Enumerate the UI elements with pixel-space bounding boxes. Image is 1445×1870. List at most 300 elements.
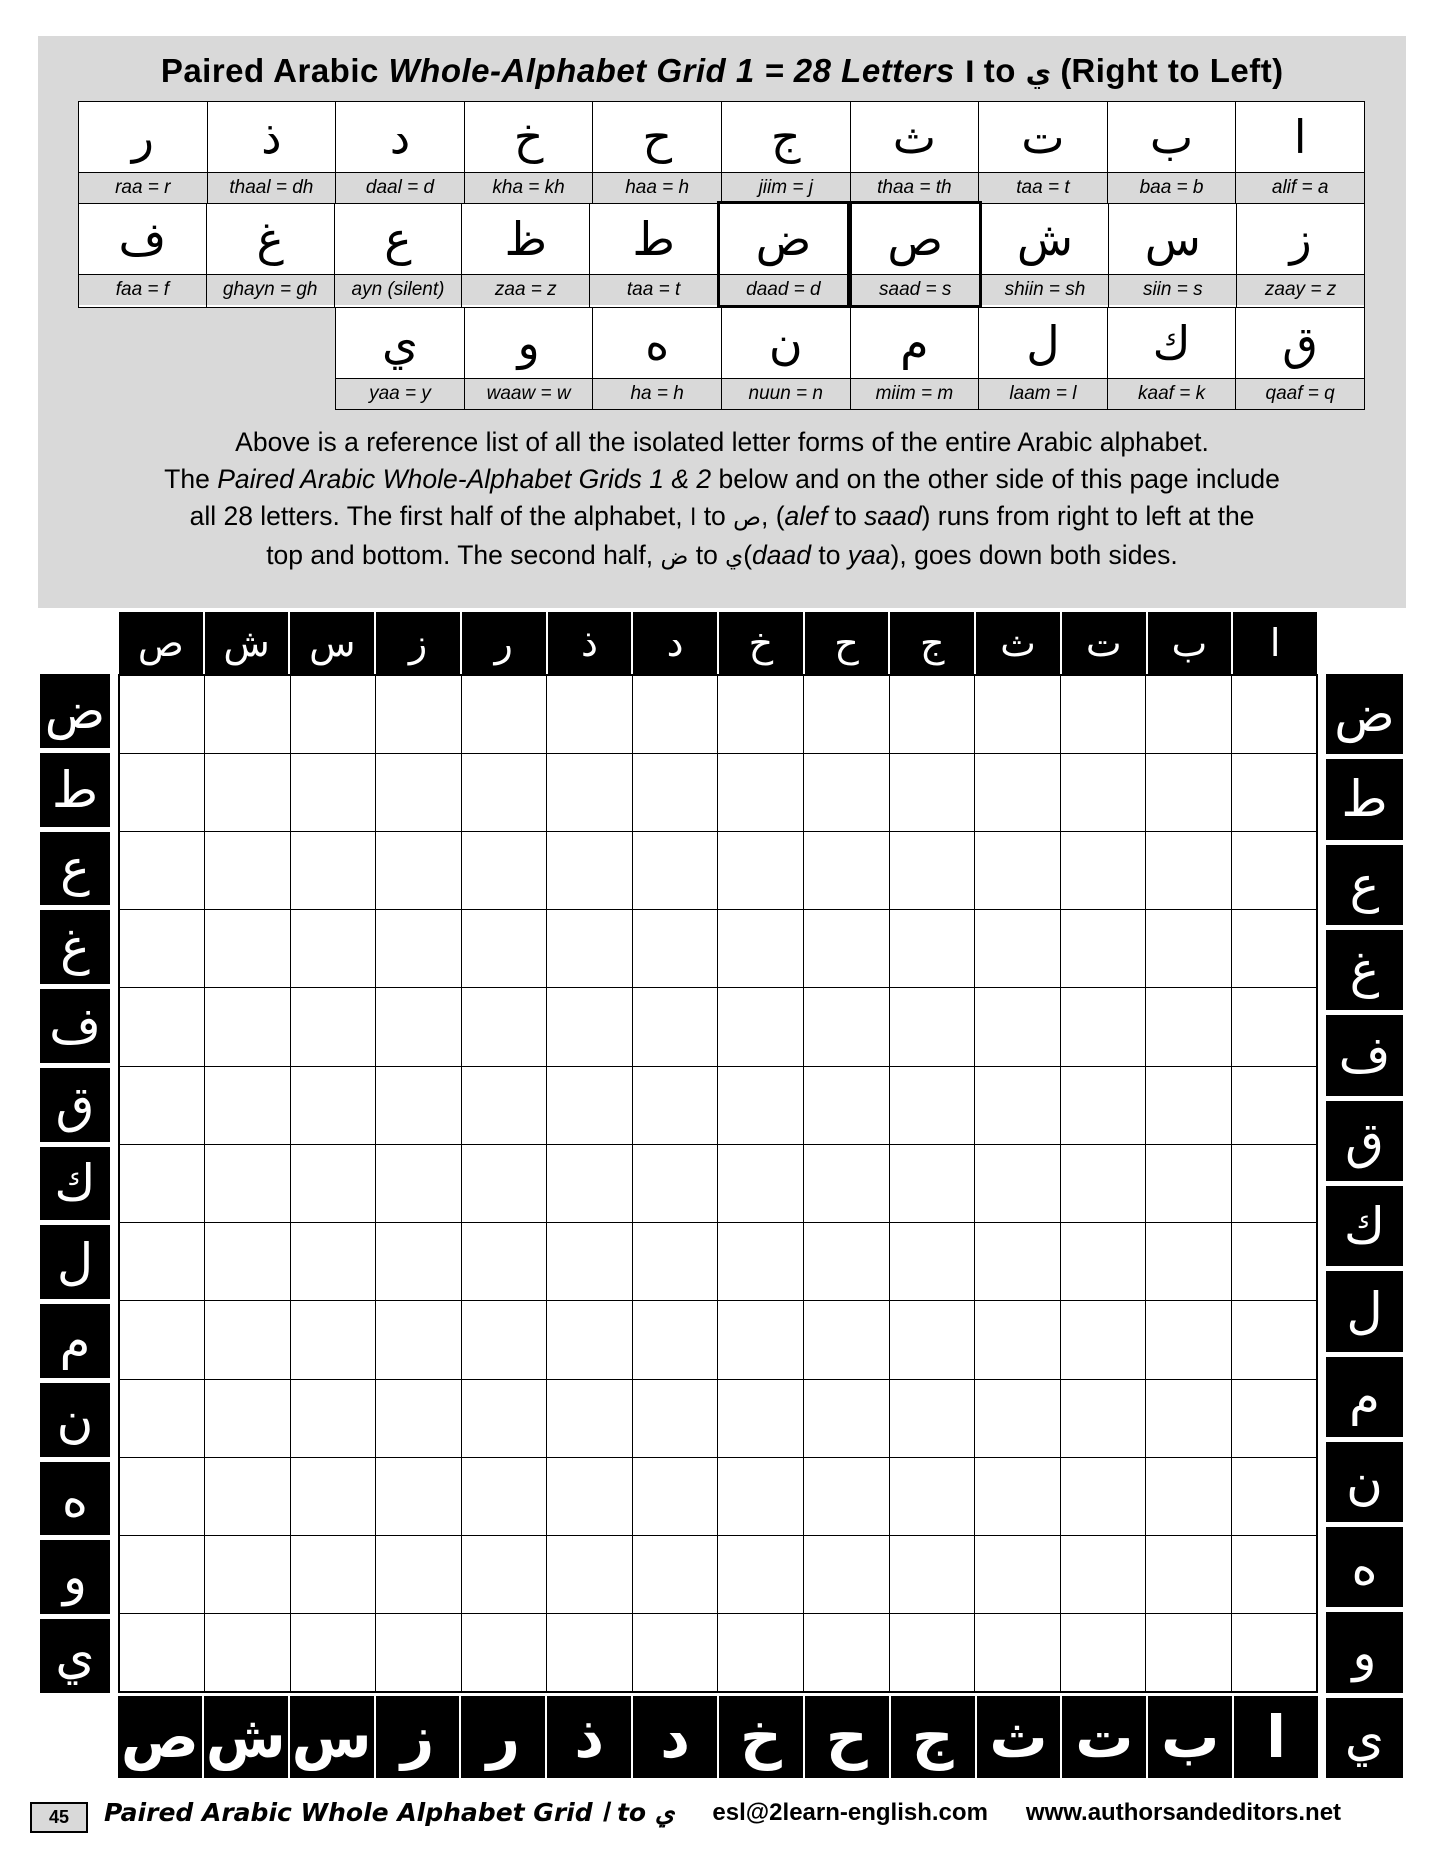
grid-practice-cell [546, 987, 633, 1066]
grid-practice-cell [1060, 1222, 1147, 1301]
grid-practice-cell [632, 1300, 719, 1379]
grid-practice-cell [1231, 753, 1318, 832]
text-segment: (Right to Left) [1051, 52, 1284, 89]
transliteration-label: ghayn = gh [207, 274, 334, 305]
arabic-letter: و [465, 308, 593, 378]
grid-practice-cell [1231, 1066, 1318, 1145]
grid-practice-cell [803, 675, 890, 754]
letter-cell [1236, 203, 1365, 308]
top-panel [38, 36, 1406, 608]
grid-practice-cell [1060, 1066, 1147, 1145]
transliteration-label: thaa = th [851, 172, 979, 203]
arabic-letter: ل [979, 308, 1107, 378]
grid-practice-cell [1060, 909, 1147, 988]
grid-practice-cell [1145, 909, 1232, 988]
grid-practice-cell [204, 1144, 291, 1223]
arabic-letter: ض [720, 204, 847, 274]
intro-paragraph [38, 424, 1406, 576]
grid-practice-cell [1060, 1144, 1147, 1223]
transliteration-label: shiin = sh [982, 274, 1109, 305]
grid-practice-cell [375, 1535, 462, 1614]
grid-side-letter-cell: ن [1326, 1442, 1403, 1522]
arabic-letter: ظ [462, 204, 589, 274]
grid-practice-cell [546, 1066, 633, 1145]
letter-cell [335, 307, 465, 410]
transliteration-label: waaw = w [465, 378, 593, 409]
grid-side-letter-cell: ط [1326, 759, 1403, 839]
arabic-letter: ا [1236, 102, 1364, 172]
transliteration-label: yaa = y [336, 378, 464, 409]
letter-cell [850, 307, 980, 410]
text-segment: to [810, 540, 848, 570]
grid-practice-cell [461, 909, 548, 988]
arabic-letter: ف [79, 204, 206, 274]
grid-practice-cell [204, 1535, 291, 1614]
grid-practice-cell [1060, 753, 1147, 832]
text-segment: yaa [847, 540, 891, 570]
grid-bottom-letter-cell: س [290, 1696, 374, 1778]
grid-practice-cell [803, 1066, 890, 1145]
grid-practice-cell [1145, 1066, 1232, 1145]
grid-practice-cell [1231, 831, 1318, 910]
arabic-letter-inline: ص [733, 505, 761, 531]
grid-practice-cell [546, 909, 633, 988]
grid-side-letter-cell: ع [1326, 845, 1403, 925]
grid-practice-cell [204, 753, 291, 832]
transliteration-label: ayn (silent) [335, 274, 462, 305]
arabic-letter: ش [982, 204, 1109, 274]
grid-top-letter-cell: ز [376, 612, 460, 674]
arabic-letter: ر [79, 102, 207, 172]
grid-top-letter-cell: ا [1233, 612, 1317, 674]
grid-practice-cell [1145, 1222, 1232, 1301]
arabic-letter-inline: ا [689, 505, 697, 531]
grid-practice-cell [717, 1222, 804, 1301]
grid-bottom-letter-cell: ذ [547, 1696, 631, 1778]
letter-cell [78, 203, 207, 308]
letter-cell [1107, 101, 1237, 204]
grid-bottom-letter-cell: ح [805, 1696, 889, 1778]
arabic-letter: خ [465, 102, 593, 172]
grid-practice-cell [717, 909, 804, 988]
grid-practice-cell [974, 1300, 1061, 1379]
arabic-letter: ث [851, 102, 979, 172]
grid-practice-cell [119, 1066, 206, 1145]
arabic-letter-inline: ض [660, 544, 689, 570]
transliteration-label: haa = h [593, 172, 721, 203]
transliteration-label: kaaf = k [1108, 378, 1236, 409]
grid-practice-cell [1145, 831, 1232, 910]
letter-cell [592, 101, 722, 204]
text-segment: to [827, 501, 865, 531]
letter-cell [978, 307, 1108, 410]
grid-side-letter-cell: ه [40, 1462, 110, 1536]
grid-practice-cell [803, 1222, 890, 1301]
footer [0, 1798, 1445, 1827]
letter-cell [461, 203, 590, 308]
grid-practice-cell [290, 1300, 377, 1379]
grid-practice-cell [204, 1457, 291, 1536]
transliteration-label: siin = s [1109, 274, 1236, 305]
grid-bottom-header [118, 1696, 1318, 1778]
grid-data-area [118, 674, 1318, 1693]
grid-side-letter-cell: ل [1326, 1271, 1403, 1351]
grid-bottom-letter-cell: ش [204, 1696, 288, 1778]
grid-practice-cell [1231, 675, 1318, 754]
grid-practice-cell [889, 1222, 976, 1301]
reference-row [79, 204, 1365, 308]
grid-practice-cell [290, 909, 377, 988]
grid-practice-cell [119, 831, 206, 910]
alphabet-reference-table [79, 102, 1365, 410]
grid-practice-cell [632, 1457, 719, 1536]
grid-practice-cell [290, 1457, 377, 1536]
grid-bottom-letter-cell: د [633, 1696, 717, 1778]
transliteration-label: ha = h [593, 378, 721, 409]
grid-practice-cell [461, 1066, 548, 1145]
grid-practice-cell [974, 1066, 1061, 1145]
text-segment: saad [864, 501, 922, 531]
grid-practice-cell [632, 909, 719, 988]
grid-practice-cell [1060, 987, 1147, 1066]
grid-practice-cell [974, 1144, 1061, 1223]
grid-side-letter-cell: ط [40, 753, 110, 827]
arabic-letter: ي [336, 308, 464, 378]
text-segment: Paired Arabic Whole-Alphabet Grids 1 & 2 [217, 464, 712, 494]
grid-practice-cell [717, 1613, 804, 1692]
text-segment: ), goes down both sides. [890, 540, 1178, 570]
grid-practice-cell [1231, 1457, 1318, 1536]
grid-practice-cell [974, 1613, 1061, 1692]
transliteration-label: miim = m [851, 378, 979, 409]
grid-top-letter-cell: خ [719, 612, 803, 674]
grid-bottom-letter-cell: خ [719, 1696, 803, 1778]
intro-line [38, 537, 1406, 576]
grid-practice-cell [461, 1535, 548, 1614]
grid-practice-cell [375, 1457, 462, 1536]
grid-practice-cell [632, 753, 719, 832]
grid-practice-cell [632, 675, 719, 754]
grid-practice-cell [889, 1300, 976, 1379]
grid-practice-cell [546, 675, 633, 754]
grid-practice-cell [461, 1613, 548, 1692]
grid-practice-cell [1145, 1144, 1232, 1223]
grid-practice-cell [461, 987, 548, 1066]
text-segment: daad [752, 540, 811, 570]
grid-practice-cell [375, 909, 462, 988]
grid-practice-cell [974, 987, 1061, 1066]
alphabet-practice-grid [40, 612, 1403, 1778]
grid-side-letter-cell: غ [1326, 930, 1403, 1010]
grid-practice-cell [1231, 1222, 1318, 1301]
grid-side-letter-cell: ف [40, 989, 110, 1063]
transliteration-label: taa = t [590, 274, 717, 305]
grid-practice-cell [717, 1457, 804, 1536]
grid-practice-cell [290, 1222, 377, 1301]
grid-practice-cell [290, 675, 377, 754]
grid-practice-cell [974, 831, 1061, 910]
grid-side-letter-cell: ع [40, 832, 110, 906]
text-segment: The [164, 464, 218, 494]
grid-practice-cell [889, 1535, 976, 1614]
grid-practice-cell [803, 753, 890, 832]
grid-practice-cell [204, 1300, 291, 1379]
grid-practice-cell [1231, 1613, 1318, 1692]
grid-practice-cell [889, 909, 976, 988]
arabic-letter: ق [1236, 308, 1364, 378]
letter-cell [849, 201, 982, 308]
grid-practice-cell [974, 1222, 1061, 1301]
grid-practice-cell [974, 753, 1061, 832]
arabic-letter: ك [1108, 308, 1236, 378]
grid-practice-cell [119, 1613, 206, 1692]
text-segment: top and bottom. The second half, [266, 540, 661, 570]
transliteration-label: alif = a [1236, 172, 1364, 203]
grid-practice-cell [889, 831, 976, 910]
transliteration-label: jiim = j [722, 172, 850, 203]
arabic-letter: م [851, 308, 979, 378]
transliteration-label: laam = l [979, 378, 1107, 409]
grid-bottom-letter-cell: ج [891, 1696, 975, 1778]
grid-top-letter-cell: ص [119, 612, 203, 674]
grid-practice-cell [803, 1457, 890, 1536]
text-segment: ( [743, 540, 753, 570]
grid-practice-cell [632, 1535, 719, 1614]
grid-practice-cell [1060, 831, 1147, 910]
grid-top-letter-cell: ش [205, 612, 289, 674]
arabic-letter: ج [722, 102, 850, 172]
grid-bottom-letter-cell: ث [977, 1696, 1061, 1778]
grid-practice-cell [204, 1222, 291, 1301]
letter-cell [981, 203, 1110, 308]
intro-line [38, 424, 1406, 461]
grid-practice-cell [546, 1613, 633, 1692]
grid-practice-cell [290, 987, 377, 1066]
transliteration-label: qaaf = q [1236, 378, 1364, 409]
grid-practice-cell [375, 1222, 462, 1301]
transliteration-label: zaa = z [462, 274, 589, 305]
arabic-letter: ن [722, 308, 850, 378]
grid-practice-cell [717, 1144, 804, 1223]
grid-practice-cell [1060, 1379, 1147, 1458]
grid-practice-cell [1231, 1300, 1318, 1379]
grid-practice-cell [546, 1379, 633, 1458]
grid-practice-cell [632, 1066, 719, 1145]
letter-cell [206, 203, 335, 308]
grid-top-letter-cell: ح [805, 612, 889, 674]
transliteration-label: daal = d [336, 172, 464, 203]
grid-top-letter-cell: ر [462, 612, 546, 674]
grid-practice-cell [546, 1300, 633, 1379]
grid-practice-cell [461, 753, 548, 832]
arabic-letter: غ [207, 204, 334, 274]
arabic-letter: د [336, 102, 464, 172]
grid-practice-cell [1060, 1300, 1147, 1379]
grid-practice-cell [803, 987, 890, 1066]
grid-practice-cell [461, 1379, 548, 1458]
grid-practice-cell [1145, 1457, 1232, 1536]
letter-cell [464, 307, 594, 410]
footer-website: www.authorsandeditors.net [1025, 1798, 1342, 1826]
grid-practice-cell [1145, 1613, 1232, 1692]
grid-bottom-letter-cell: ز [376, 1696, 460, 1778]
arabic-letter: ع [335, 204, 462, 274]
text-segment: Paired Arabic [160, 52, 389, 89]
grid-practice-cell [119, 1222, 206, 1301]
letter-cell [78, 101, 208, 204]
grid-top-letter-cell: ج [890, 612, 974, 674]
grid-practice-cell [119, 1300, 206, 1379]
grid-practice-cell [1231, 909, 1318, 988]
grid-side-letter-cell: ف [1326, 1015, 1403, 1095]
intro-line [38, 461, 1406, 498]
text-segment: all 28 letters. The first half of the alphabet, [189, 501, 690, 531]
arabic-letter: ز [1237, 204, 1364, 274]
transliteration-label: faa = f [79, 274, 206, 305]
text-segment: to [696, 501, 734, 531]
grid-practice-cell [717, 1300, 804, 1379]
grid-practice-cell [1060, 1613, 1147, 1692]
grid-practice-cell [290, 753, 377, 832]
grid-practice-cell [1145, 753, 1232, 832]
arabic-letter: ه [593, 308, 721, 378]
transliteration-label: taa = t [979, 172, 1107, 203]
grid-left-column [40, 674, 118, 1693]
arabic-letter: س [1109, 204, 1236, 274]
grid-practice-cell [1145, 1535, 1232, 1614]
grid-practice-cell [889, 1457, 976, 1536]
letter-cell [1235, 307, 1365, 410]
grid-practice-cell [632, 1379, 719, 1458]
grid-practice-cell [1145, 987, 1232, 1066]
grid-practice-cell [974, 1535, 1061, 1614]
grid-practice-cell [632, 987, 719, 1066]
grid-top-letter-cell: ث [976, 612, 1060, 674]
letter-cell [721, 307, 851, 410]
grid-practice-cell [119, 1457, 206, 1536]
grid-practice-cell [717, 1535, 804, 1614]
grid-practice-cell [204, 1066, 291, 1145]
grid-practice-cell [290, 1613, 377, 1692]
grid-practice-cell [1145, 1300, 1232, 1379]
grid-top-letter-cell: د [633, 612, 717, 674]
grid-practice-cell [546, 1144, 633, 1223]
grid-side-letter-cell: ق [40, 1068, 110, 1142]
grid-bottom-letter-cell: ر [461, 1696, 545, 1778]
grid-practice-cell [461, 1457, 548, 1536]
grid-practice-cell [1231, 1379, 1318, 1458]
grid-practice-cell [1231, 1535, 1318, 1614]
grid-practice-cell [375, 1300, 462, 1379]
grid-practice-cell [375, 1066, 462, 1145]
grid-practice-cell [119, 987, 206, 1066]
grid-practice-cell [546, 753, 633, 832]
grid-practice-cell [1060, 1457, 1147, 1536]
text-segment: Above is a reference list of all the isolated letter forms of the entire Arabic alphabet. [235, 427, 1209, 457]
arabic-letter-inline: ا [954, 56, 975, 89]
letter-cell [592, 307, 722, 410]
page-title [38, 52, 1406, 90]
transliteration-label: saad = s [852, 274, 979, 305]
grid-practice-cell [546, 1457, 633, 1536]
footer-email: esl@2learn-english.com [712, 1798, 988, 1826]
text-segment: , ( [760, 501, 785, 531]
arabic-letter: ب [1108, 102, 1236, 172]
text-segment: to [974, 52, 1026, 89]
grid-practice-cell [461, 831, 548, 910]
grid-practice-cell [204, 1613, 291, 1692]
grid-practice-cell [632, 1144, 719, 1223]
grid-practice-cell [803, 831, 890, 910]
grid-side-letter-cell: ض [40, 674, 110, 748]
grid-top-letter-cell: س [290, 612, 374, 674]
arabic-letter: ذ [208, 102, 336, 172]
grid-practice-cell [461, 675, 548, 754]
grid-side-letter-cell: ن [40, 1383, 110, 1457]
grid-practice-cell [1231, 987, 1318, 1066]
transliteration-label: nuun = n [722, 378, 850, 409]
grid-practice-cell [546, 831, 633, 910]
grid-practice-cell [375, 987, 462, 1066]
grid-practice-cell [204, 987, 291, 1066]
letter-cell [721, 101, 851, 204]
grid-practice-cell [204, 909, 291, 988]
grid-practice-cell [803, 1144, 890, 1223]
intro-line [38, 498, 1406, 537]
grid-side-letter-cell: ه [1326, 1527, 1403, 1607]
grid-practice-cell [290, 1066, 377, 1145]
footer-title: Paired Arabic Whole Alphabet Grid ا to ي [103, 1798, 675, 1827]
transliteration-label: kha = kh [465, 172, 593, 203]
grid-practice-cell [290, 1535, 377, 1614]
grid-practice-cell [375, 1613, 462, 1692]
text-segment: Whole-Alphabet Grid 1 = 28 Letters [388, 52, 955, 89]
transliteration-label: baa = b [1108, 172, 1236, 203]
grid-practice-cell [375, 1379, 462, 1458]
grid-side-letter-cell: و [1326, 1612, 1403, 1692]
grid-practice-cell [717, 1379, 804, 1458]
grid-practice-cell [717, 753, 804, 832]
grid-side-letter-cell: م [1326, 1357, 1403, 1437]
grid-practice-cell [290, 1144, 377, 1223]
letter-cell [1107, 307, 1237, 410]
arabic-letter: ص [852, 204, 979, 274]
letter-cell [1235, 101, 1365, 204]
grid-practice-cell [889, 753, 976, 832]
grid-practice-cell [461, 1222, 548, 1301]
arabic-letter: ح [593, 102, 721, 172]
letter-cell [334, 203, 463, 308]
letter-cell [1108, 203, 1237, 308]
grid-top-letter-cell: ب [1148, 612, 1232, 674]
grid-practice-cell [632, 1222, 719, 1301]
grid-right-column [1318, 674, 1403, 1778]
grid-top-letter-cell: ت [1062, 612, 1146, 674]
grid-side-letter-cell: ل [40, 1225, 110, 1299]
grid-practice-cell [1231, 1144, 1318, 1223]
transliteration-label: daad = d [720, 274, 847, 305]
grid-practice-cell [889, 675, 976, 754]
grid-practice-cell [204, 1379, 291, 1458]
transliteration-label: thaal = dh [208, 172, 336, 203]
grid-practice-cell [461, 1144, 548, 1223]
grid-practice-cell [974, 1379, 1061, 1458]
grid-practice-cell [717, 1066, 804, 1145]
grid-practice-cell [461, 1300, 548, 1379]
grid-practice-cell [1060, 675, 1147, 754]
grid-practice-cell [803, 1300, 890, 1379]
arabic-letter: ت [979, 102, 1107, 172]
